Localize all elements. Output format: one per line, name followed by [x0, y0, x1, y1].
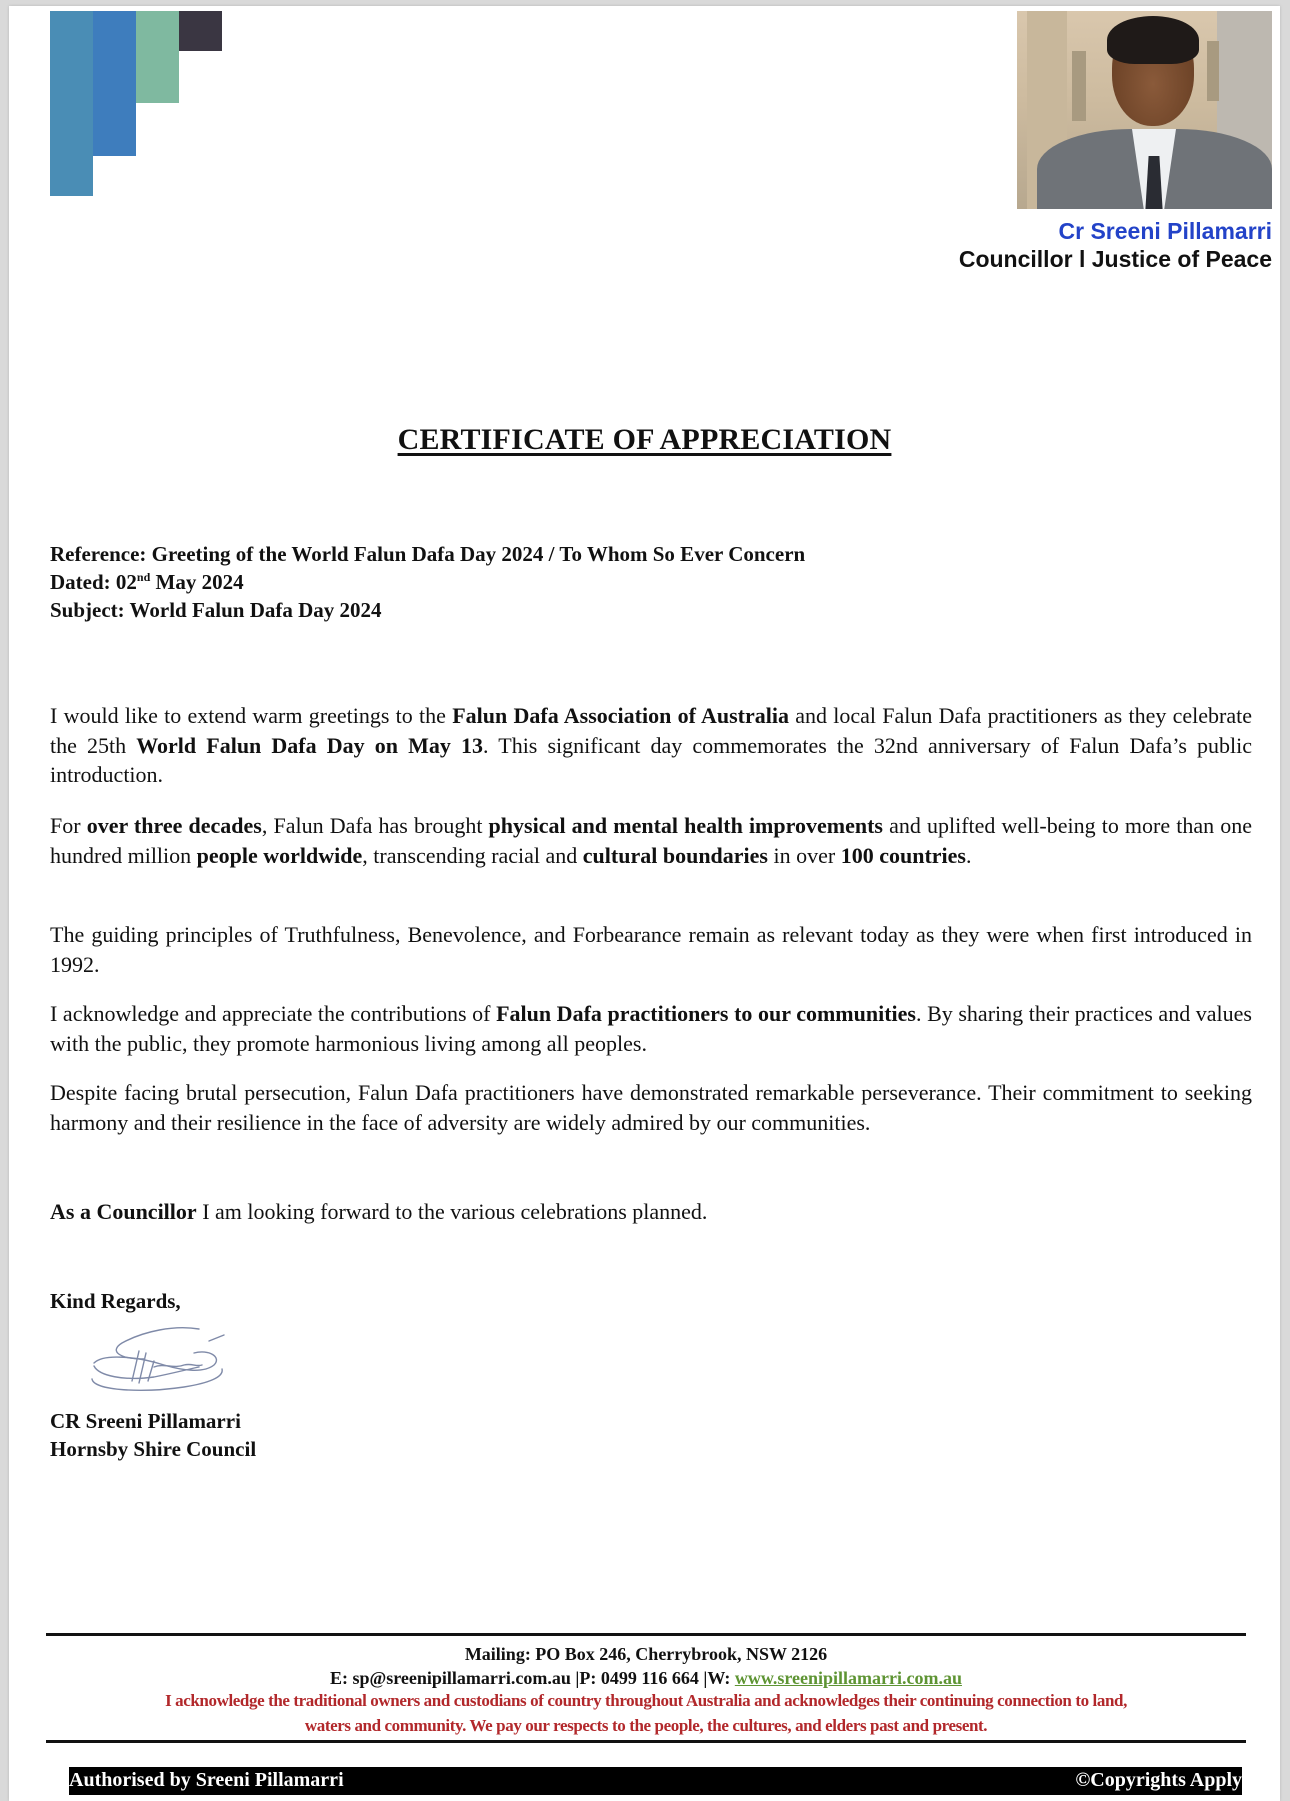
footer-contact — [46, 1668, 1246, 1689]
dated-line: Dated: 02nd May 2024 — [50, 570, 244, 594]
body-text: and local Falun Dafa practitioners as they celebrate the 25th — [50, 703, 1252, 758]
emphasis-text: World Falun Dafa Day on May 13 — [136, 732, 484, 758]
logo-bar-2 — [93, 11, 136, 156]
logo-bar-3 — [136, 11, 179, 103]
paragraph-contributions — [50, 999, 1252, 1058]
acknowledgement-line-2: waters and community. We pay our respects to the people, the cultures, and elders past and present. — [304, 1716, 988, 1735]
footer-top-rule — [46, 1633, 1246, 1636]
councillor-role-header: Councillor l Justice of Peace — [958, 246, 1272, 272]
logo-bar-4 — [179, 11, 222, 51]
salutation: Kind Regards, — [50, 1289, 181, 1313]
councillor-name-header: Cr Sreeni Pillamarri — [1058, 218, 1272, 244]
body-text: in over — [768, 842, 841, 868]
signature-icon — [84, 1321, 234, 1401]
paragraph-councillor — [50, 1197, 1252, 1227]
body-text: , transcending racial and — [362, 842, 583, 868]
body-text: . — [965, 842, 972, 868]
paragraph-impact — [50, 811, 1252, 870]
authorised-by: Authorised by Sreeni Pillamarri — [69, 1769, 344, 1791]
councillor-photo — [1017, 11, 1272, 209]
body-text: . By sharing their practices and values with the public, they promote harmonious living among all peoples. — [50, 1001, 1252, 1056]
body-text: Despite facing brutal persecution, Falun Dafa practitioners have demonstrated remarkable perseverance. Their commitment to seeking harmony and their resilience in the face of adversity are widely admired by our communities. — [50, 1080, 1252, 1135]
body-text: For — [50, 813, 87, 838]
certificate-title: CERTIFICATE OF APPRECIATION — [397, 423, 892, 456]
body-text: I would like to extend warm greetings to the — [50, 703, 453, 728]
emphasis-text: Falun Dafa practitioners to our communities — [496, 1001, 916, 1026]
body-text: and uplifted well-being to more than one hundred million — [50, 813, 1253, 868]
paragraph-principles — [50, 920, 1252, 979]
logo-bar-1 — [50, 11, 93, 196]
footer-mailing-address: Mailing: PO Box 246, Cherrybrook, NSW 2126 — [464, 1644, 828, 1664]
body-text: . This significant day commemorates the 32nd anniversary of Falun Dafa’s public introduction. — [50, 732, 1252, 787]
authorisation-bar — [69, 1767, 1242, 1795]
emphasis-text: 100 countries — [840, 842, 966, 868]
document-page — [9, 6, 1280, 1801]
emphasis-text: Falun Dafa Association of Australia — [452, 703, 789, 728]
emphasis-text: physical and mental health improvements — [488, 813, 883, 838]
emphasis-text: people worldwide — [196, 842, 363, 868]
body-text: The guiding principles of Truthfulness, Benevolence, and Forbearance remain as relevant today as they were when first introduced in 1992. — [50, 922, 1252, 977]
acknowledgement-line-1: I acknowledge the traditional owners and custodians of country throughout Australia and acknowledges their continuing connection to land, — [165, 1691, 1127, 1710]
emphasis-text: over three decades — [86, 813, 262, 838]
paragraph-perseverance — [50, 1078, 1252, 1137]
website-link[interactable]: www.sreenipillamarri.com.au — [734, 1668, 962, 1688]
footer-bottom-rule — [46, 1740, 1246, 1743]
signer-name: CR Sreeni Pillamarri — [50, 1409, 241, 1433]
body-text: I am looking forward to the various celebrations planned. — [196, 1199, 708, 1224]
subject-line: Subject: World Falun Dafa Day 2024 — [50, 598, 382, 622]
emphasis-text: As a Councillor — [50, 1199, 197, 1224]
body-text: , Falun Dafa has brought — [261, 813, 489, 838]
body-text: I acknowledge and appreciate the contributions of — [50, 1001, 497, 1026]
footer-email-phone: E: sp@sreenipillamarri.com.au |P: 0499 116 664 |W: — [330, 1668, 735, 1688]
signer-organisation: Hornsby Shire Council — [50, 1437, 257, 1461]
paragraph-greeting — [50, 701, 1252, 790]
emphasis-text: cultural boundaries — [582, 842, 768, 868]
copyright-notice: ©Copyrights Apply — [1075, 1769, 1242, 1791]
reference-line: Reference: Greeting of the World Falun Dafa Day 2024 / To Whom So Ever Concern — [50, 542, 806, 566]
